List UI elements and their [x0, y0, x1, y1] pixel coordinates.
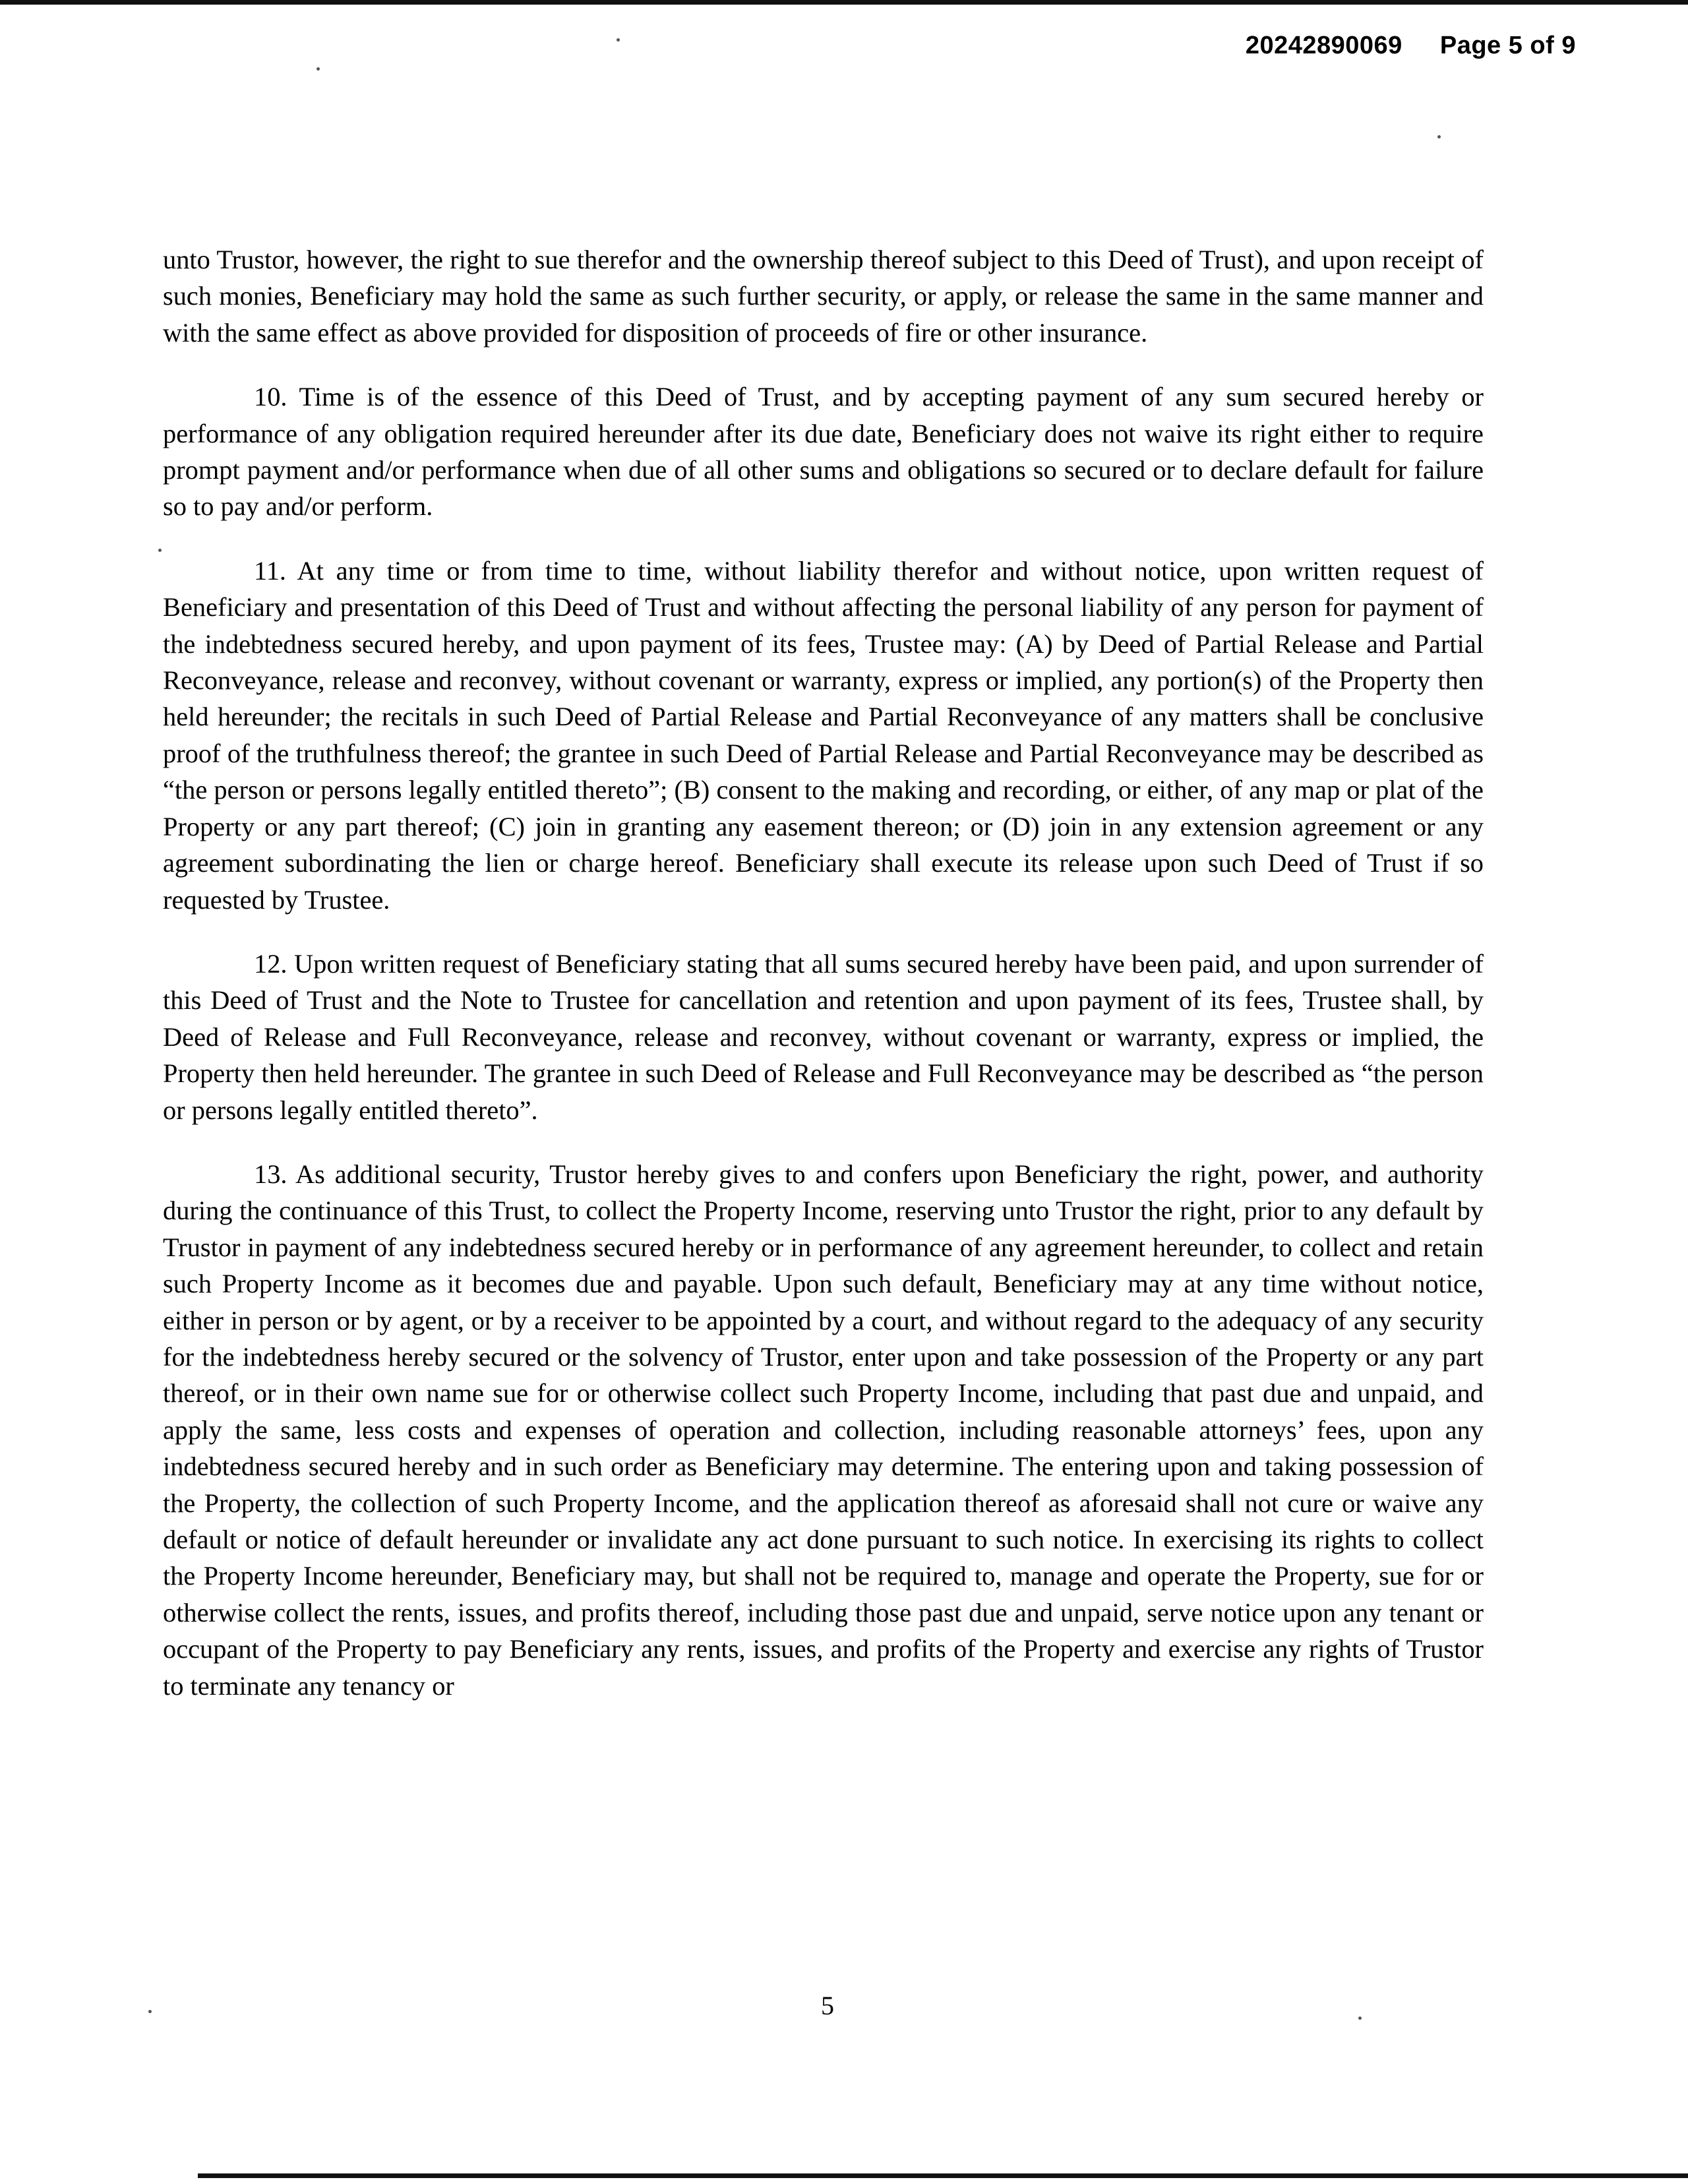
paragraph-13: 13. As additional security, Trustor hereby gives to and confers upon Beneficiary the right, power, and authority during the continuance of this Trust, to collect the Property Income, reserving unto Trustor the right, prior to any default by Trustor in payment of any indebtedness secured hereby or in performance of any agreement hereunder, to collect and retain such Property Income as it becomes due and payable. Upon such default, Beneficiary may at any time without notice, either in person or by agent, or by a receiver to be appointed by a court, and without regard to the adequacy of any security for the indebtedness hereby secured or the solvency of Trustor, enter upon and take possession of the Property or any part thereof, or in their own name sue for or otherwise collect such Property Income, including that past due and unpaid, and apply the same, less costs and expenses of operation and collection, including reasonable attorneys’ fees, upon any indebtedness secured hereby and in such order as Beneficiary may determine. The entering upon and taking possession of the Property, the collection of such Property Income, and the application thereof as aforesaid shall not cure or waive any default or notice of default hereunder or invalidate any act done pursuant to such notice. In exercising its rights to collect the Property Income hereunder, Beneficiary may, but shall not be required to, manage and operate the Property, sue for or otherwise collect the rents, issues, and profits thereof, including those past due and unpaid, serve notice upon any tenant or occupant of the Property to pay Beneficiary any rents, issues, and profits of the Property and exercise any rights of Trustor to terminate any tenancy or [163, 1159, 1484, 1701]
document-body [163, 241, 1484, 1732]
paragraph-11: 11. At any time or from time to time, without liability therefor and without notice, upon written request of Beneficiary and presentation of this Deed of Trust and without affecting the personal liability of any person for payment of the indebtedness secured hereby, and upon payment of its fees, Trustee may: (A) by Deed of Partial Release and Partial Reconveyance, release and reconvey, without covenant or warranty, express or implied, any portion(s) of the Property then held hereunder; the recitals in such Deed of Partial Release and Partial Reconveyance of any matters shall be conclusive proof of the truthfulness thereof; the grantee in such Deed of Partial Release and Partial Reconveyance may be described as “the person or persons legally entitled thereto”; (B) consent to the making and recording, or either, of any map or plat of the Property or any part thereof; (C) join in granting any easement thereon; or (D) join in any extension agreement or any agreement subordinating the lien or charge hereof. Beneficiary shall execute its release upon such Deed of Trust if so requested by Trustee. [163, 555, 1484, 915]
bottom-scan-edge [198, 2173, 1688, 2178]
page-number: 5 [821, 1991, 834, 2020]
scan-speck [316, 67, 320, 71]
paragraph-continuation: unto Trustor, however, the right to sue therefor and the ownership thereof subject to this Deed of Trust), and upon receipt of such monies, Beneficiary may hold the same as such further security, or apply, or release the same in the same manner and with the same effect as above provided for disposition of proceeds of fire or other insurance. [163, 245, 1484, 348]
paragraph-10: 10. Time is of the essence of this Deed of Trust, and by accepting payment of any sum secured hereby or performance of any obligation required hereunder after its due date, Beneficiary does not waive its right either to require prompt payment and/or performance when due of all other sums and obligations so secured or to declare default for failure so to pay and/or perform. [163, 382, 1484, 522]
top-scan-edge [0, 0, 1688, 5]
scan-speck [1437, 135, 1441, 138]
paragraph-12: 12. Upon written request of Beneficiary stating that all sums secured hereby have been paid, and upon surrender of this Deed of Trust and the Note to Trustee for cancellation and retention and upon payment of its fees, Trustee shall, by Deed of Release and Full Reconveyance, release and reconvey, without covenant or warranty, express or implied, the Property then held hereunder. The grantee in such Deed of Release and Full Reconveyance may be described as “the person or persons legally entitled thereto”. [163, 948, 1484, 1125]
page-header [1246, 32, 1576, 60]
scan-speck [617, 38, 620, 42]
document-number: 20242890069 [1245, 32, 1402, 59]
page-label: Page 5 of 9 [1439, 32, 1576, 59]
scan-speck [158, 549, 162, 552]
